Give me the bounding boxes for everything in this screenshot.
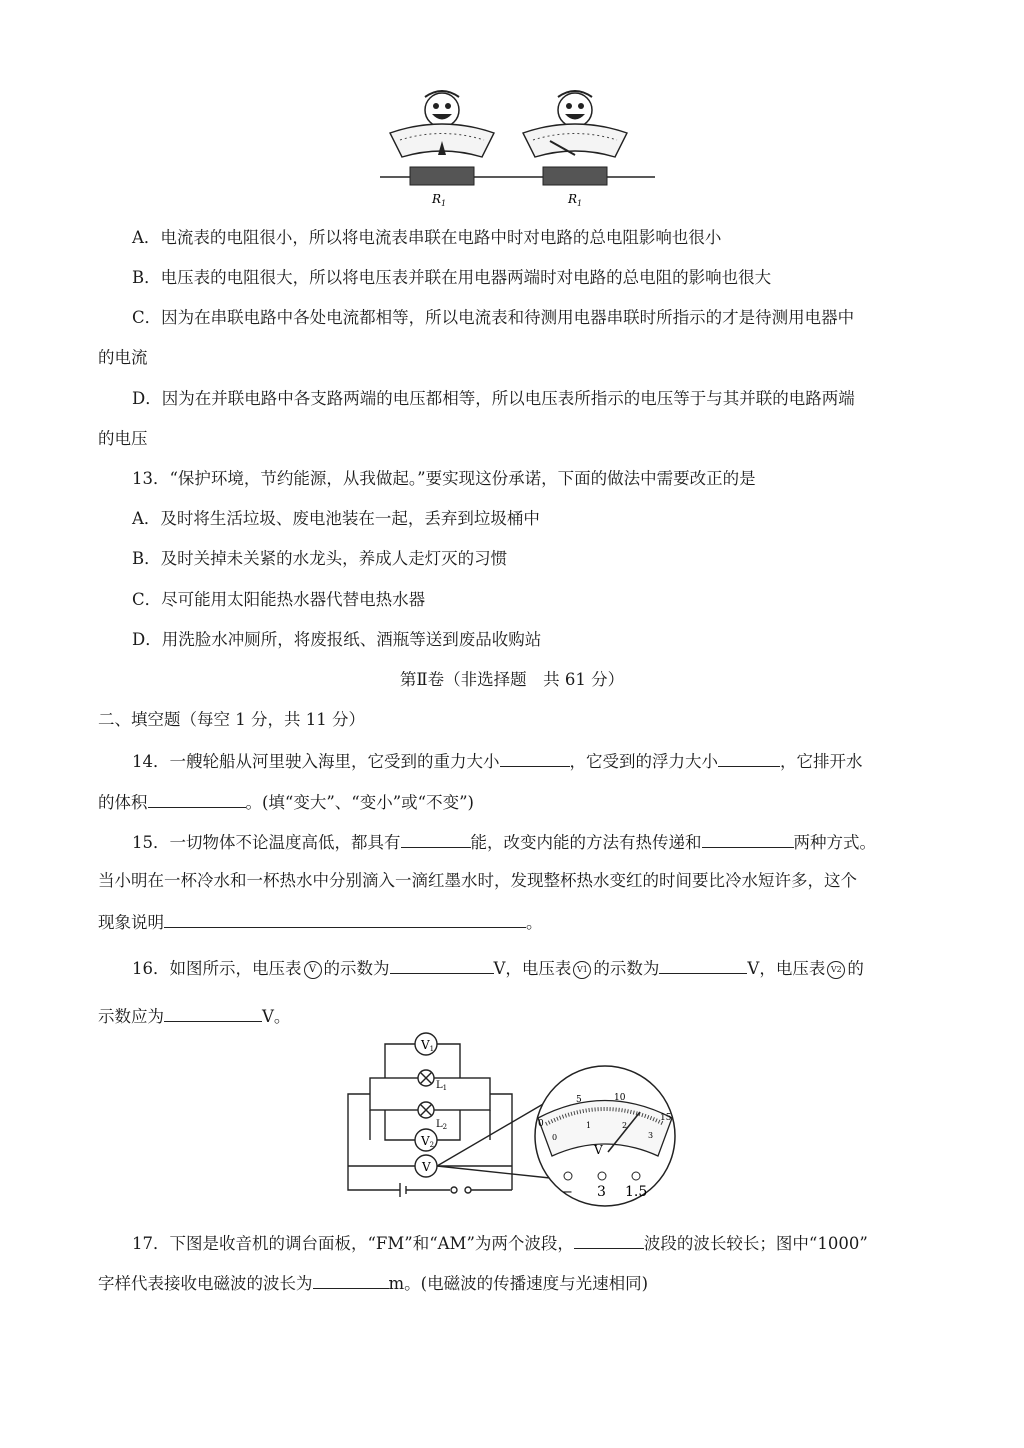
q14-blank-2[interactable] [718,748,780,767]
resistor-label-left: $R_1$ [432,192,447,208]
circuit-l1-label: $L_1$ [436,1080,448,1092]
q15-line2: 当小明在一杯冷水和一杯热水中分别滴入一滴红墨水时，发现整杯热水变红的时间要比冷水短许多，这个 [98,871,857,890]
circuit-diagram [340,1028,700,1208]
q17-line2: 字样代表接收电磁波的波长为 m。(电磁波的传播速度与光速相同) [98,1270,648,1296]
q12-option-d-cont: 的电压 [98,429,148,448]
circuit-v-label: V [422,1160,431,1174]
svg-text:0: 0 [538,1119,544,1129]
q15-line1: 15．一切物体不论温度高低，都具有 能，改变内能的方法有热传递和 两种方式。 [132,829,876,855]
q16-line2: 示数应为 V。 [98,1003,290,1029]
meter-left [390,91,494,208]
q12-option-b: B．电压表的电阻很大，所以将电压表并联在用电器两端时对电路的总电阻的影响也很大 [132,268,772,287]
q16-blank-2[interactable] [659,955,747,974]
meter-right [523,91,627,208]
part2-title: 第Ⅱ卷（非选择题 共 61 分） [399,670,625,689]
voltmeter-v1-icon: V1 [573,961,591,979]
q13-stem: 13．“保护环境，节约能源，从我做起。”要实现这份承诺，下面的做法中需要改正的是 [132,469,756,488]
svg-text:−: − [562,1185,573,1200]
meters-figure [370,85,660,210]
svg-text:3: 3 [648,1131,654,1140]
q13-option-d: D．用洗脸水冲厕所，将废报纸、酒瓶等送到废品收购站 [132,630,542,649]
q12-option-c: C．因为在串联电路中各处电流都相等，所以电流表和待测用电器串联时所指示的才是待测用电器中 [132,308,855,327]
q16-line1: 16．如图所示，电压表 V 的示数为 V，电压表 V1 的示数为 V，电压表 V2 的 [132,955,864,981]
svg-text:0: 0 [552,1133,558,1142]
q14-line1: 14．一艘轮船从河里驶入海里，它受到的重力大小 ，它受到的浮力大小 ，它排开水 [132,748,863,774]
q12-option-d: D．因为在并联电路中各支路两端的电压都相等，所以电压表所指示的电压等于与其并联的电路两端 [132,389,855,408]
section-heading: 二、填空题（每空 1 分，共 11 分） [98,710,365,729]
q16-blank-1[interactable] [390,955,494,974]
svg-text:10: 10 [614,1093,626,1103]
q14-line2: 的体积 。(填“变大”、“变小”或“不变”) [98,789,474,815]
voltmeter-v-icon: V [304,961,322,979]
q16-blank-3[interactable] [164,1003,262,1022]
q17-blank-1[interactable] [574,1230,644,1249]
q14-blank-3[interactable] [148,789,246,808]
resistor-label-right: $R_1$ [568,192,583,208]
svg-text:15: 15 [660,1113,672,1123]
circuit-v2-label: V2 [421,1134,435,1149]
svg-text:3: 3 [597,1184,606,1200]
voltmeter-v2-icon: V2 [827,961,845,979]
svg-text:1: 1 [586,1121,592,1130]
q17-blank-2[interactable] [313,1270,389,1289]
q15-blank-1[interactable] [401,829,471,848]
q13-option-b: B．及时关掉未关紧的水龙头，养成人走灯灭的习惯 [132,549,508,568]
q13-option-c: C．尽可能用太阳能热水器代替电热水器 [132,590,426,609]
q14-blank-1[interactable] [500,748,570,767]
svg-text:5: 5 [576,1095,582,1105]
circuit-v1-label: V1 [421,1038,435,1053]
svg-text:2: 2 [622,1121,628,1130]
q15-blank-3[interactable] [164,909,526,928]
q13-option-a: A．及时将生活垃圾、废电池装在一起，丢弃到垃圾桶中 [132,509,540,528]
svg-text:V: V [594,1143,603,1157]
q15-line3: 现象说明 。 [98,909,543,935]
voltmeter-dial [535,1066,675,1206]
q12-option-a: A．电流表的电阻很小，所以将电流表串联在电路中时对电路的总电阻影响也很小 [132,228,722,247]
svg-text:1.5: 1.5 [625,1184,648,1200]
circuit-l2-label: $L_2$ [436,1119,448,1131]
q17-line1: 17．下图是收音机的调台面板，“FM”和“AM”为两个波段， 波段的波长较长；图中“1000” [132,1230,868,1256]
q12-option-c-cont: 的电流 [98,348,148,367]
q15-blank-2[interactable] [702,829,794,848]
